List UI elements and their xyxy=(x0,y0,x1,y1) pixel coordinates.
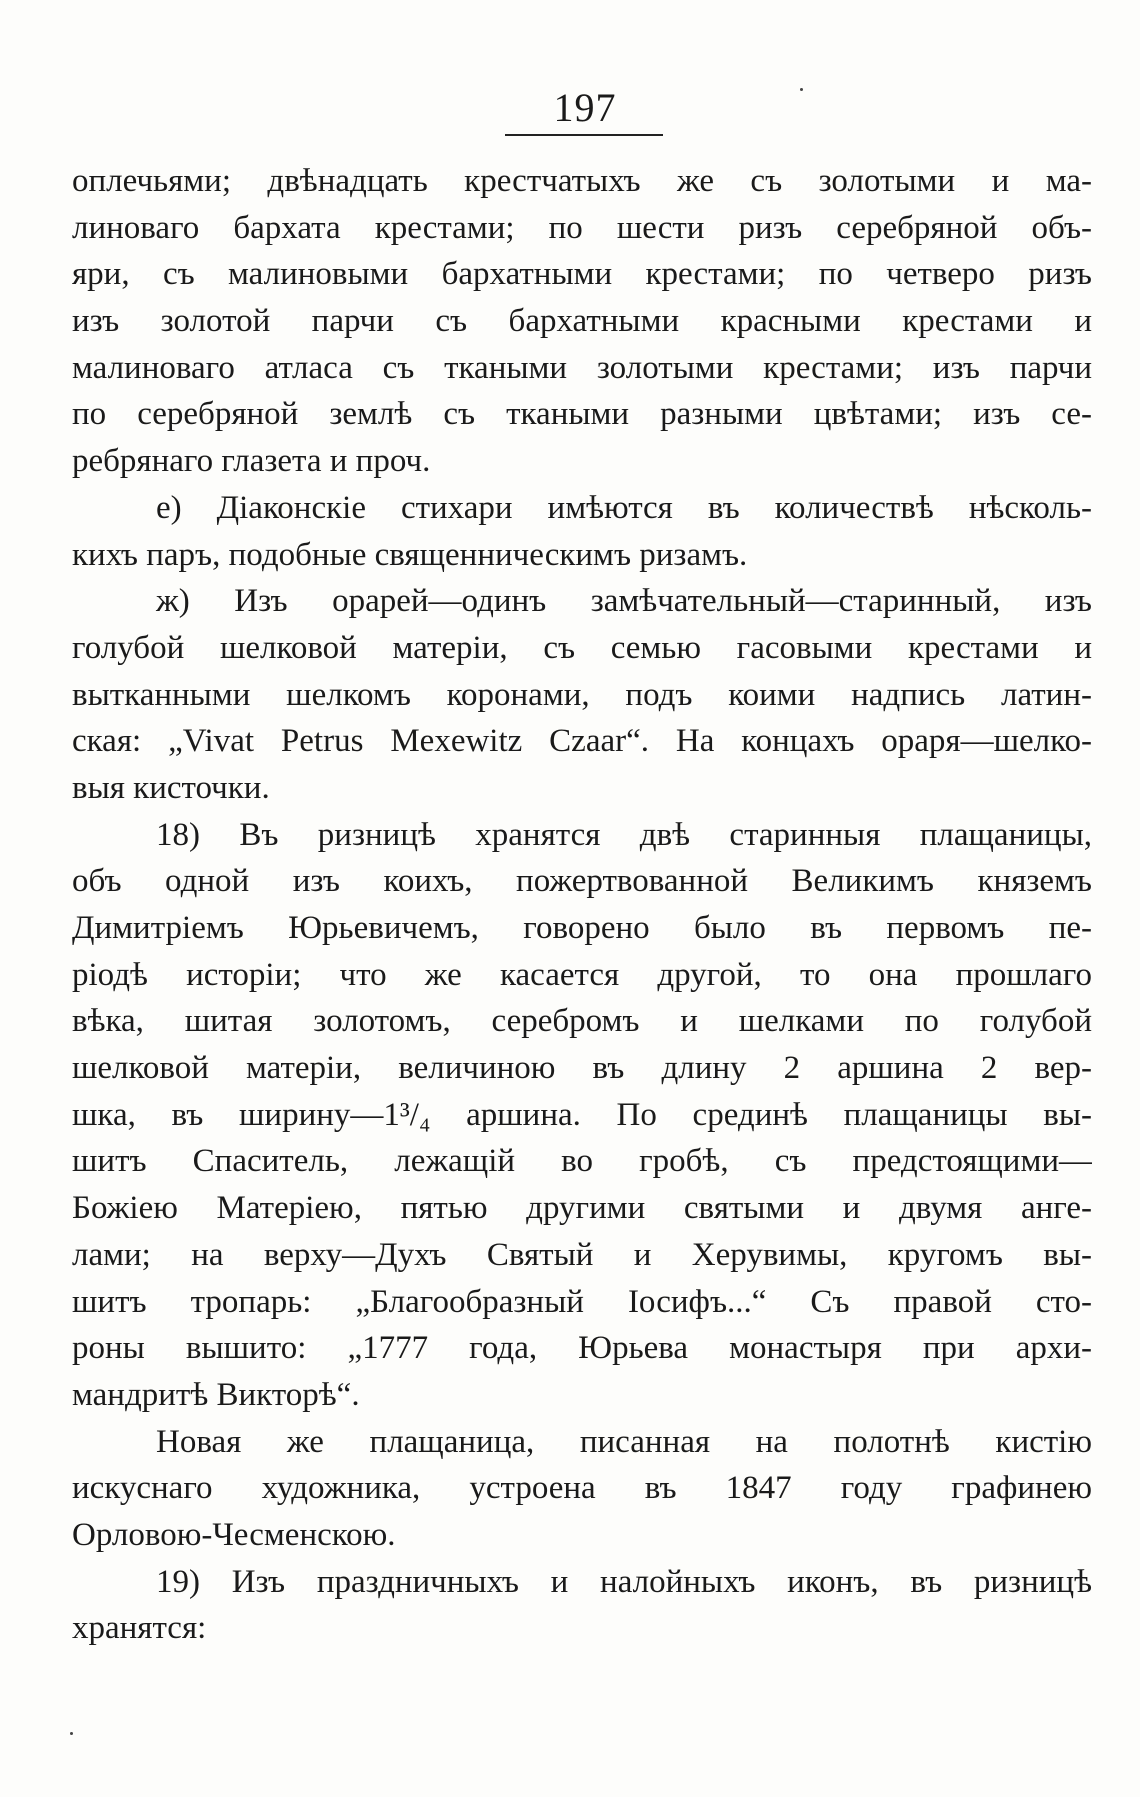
text-line: шитъ Спаситель, лежащій во гробѣ, съ предстоящими— xyxy=(72,1143,1092,1180)
paragraph xyxy=(72,578,1092,811)
paragraph xyxy=(72,1419,1092,1559)
paragraph xyxy=(72,812,1092,1419)
text-line: выя кисточки. xyxy=(72,769,270,806)
text-line: шка, въ ширину—1³/₄ аршина. По срединѣ плащаницы вы- xyxy=(72,1096,1092,1133)
text-line: 19) Изъ праздничныхъ и налойныхъ иконъ, въ ризницѣ xyxy=(156,1563,1092,1600)
text-line: ребрянаго глазета и проч. xyxy=(72,443,431,480)
text-line: Орловою-Чесменскою. xyxy=(72,1516,396,1553)
text-line: е) Діаконскіе стихари имѣются въ количествѣ нѣсколь- xyxy=(156,489,1092,526)
text-line: изъ золотой парчи съ бархатными красными крестами и xyxy=(72,303,1092,340)
paragraph xyxy=(72,158,1092,485)
text-line: малиноваго атласа съ ткаными золотыми крестами; изъ парчи xyxy=(72,349,1092,386)
text-line: Божіею Матеріею, пятью другими святыми и двумя анге- xyxy=(72,1190,1092,1227)
text-line: ж) Изъ орарей—одинъ замѣчательный—старинный, изъ xyxy=(156,583,1092,620)
text-line: ская: „Vivat Petrus Mexewitz Czaar“. На концахъ ораря—шелко- xyxy=(72,723,1092,760)
paragraph xyxy=(72,1559,1092,1652)
text-line: Димитріемъ Юрьевичемъ, говорено было въ первомъ пе- xyxy=(72,910,1092,946)
text-line: роны вышито: „1777 года, Юрьева монастыря при архи- xyxy=(72,1330,1092,1367)
text-line: голубой шелковой матеріи, съ семью гасовыми крестами и xyxy=(72,629,1092,666)
page-number: 197 xyxy=(553,85,617,130)
page-number-container xyxy=(505,84,665,132)
text-line: оплечьями; двѣнадцать крестчатыхъ же съ золотыми и ма- xyxy=(72,163,1092,199)
text-line: по серебряной землѣ съ ткаными разными цвѣтами; изъ се- xyxy=(72,396,1092,433)
text-line: вытканными шелкомъ коронами, подъ коими надпись латин- xyxy=(72,676,1092,713)
text-line: Новая же плащаница, писанная на полотнѣ кистію xyxy=(156,1423,1092,1460)
text-line: 18) Въ ризницѣ хранятся двѣ старинныя плащаницы, xyxy=(156,816,1092,853)
text-line: кихъ паръ, подобные священническимъ ризамъ. xyxy=(72,536,748,573)
scan-speck xyxy=(70,1732,73,1735)
body-text xyxy=(72,158,1092,1652)
text-line: ріодѣ исторіи; что же касается другой, то она прошлаго xyxy=(72,956,1092,993)
text-line: искуснаго художника, устроена въ 1847 году графинею xyxy=(72,1470,1092,1507)
text-line: шелковой матеріи, величиною въ длину 2 аршина 2 вер- xyxy=(72,1050,1092,1087)
text-line: шитъ тропарь: „Благообразный Іосифъ...“ Съ правой сто- xyxy=(72,1283,1092,1320)
paragraph xyxy=(72,485,1092,578)
scan-speck xyxy=(800,88,803,91)
text-line: вѣка, шитая золотомъ, серебромъ и шелками по голубой xyxy=(72,1003,1092,1040)
page-number-rule xyxy=(505,134,663,136)
text-line: мандритѣ Викторѣ“. xyxy=(72,1376,360,1413)
text-line: лами; на верху—Духъ Святый и Херувимы, кругомъ вы- xyxy=(72,1236,1092,1273)
text-line: яри, съ малиновыми бархатными крестами; по четверо ризъ xyxy=(72,256,1092,293)
text-line: объ одной изъ коихъ, пожертвованной Великимъ княземъ xyxy=(72,863,1092,900)
text-line: линоваго бархата крестами; по шести ризъ серебряной объ- xyxy=(72,209,1092,246)
text-line: хранятся: xyxy=(72,1610,207,1647)
